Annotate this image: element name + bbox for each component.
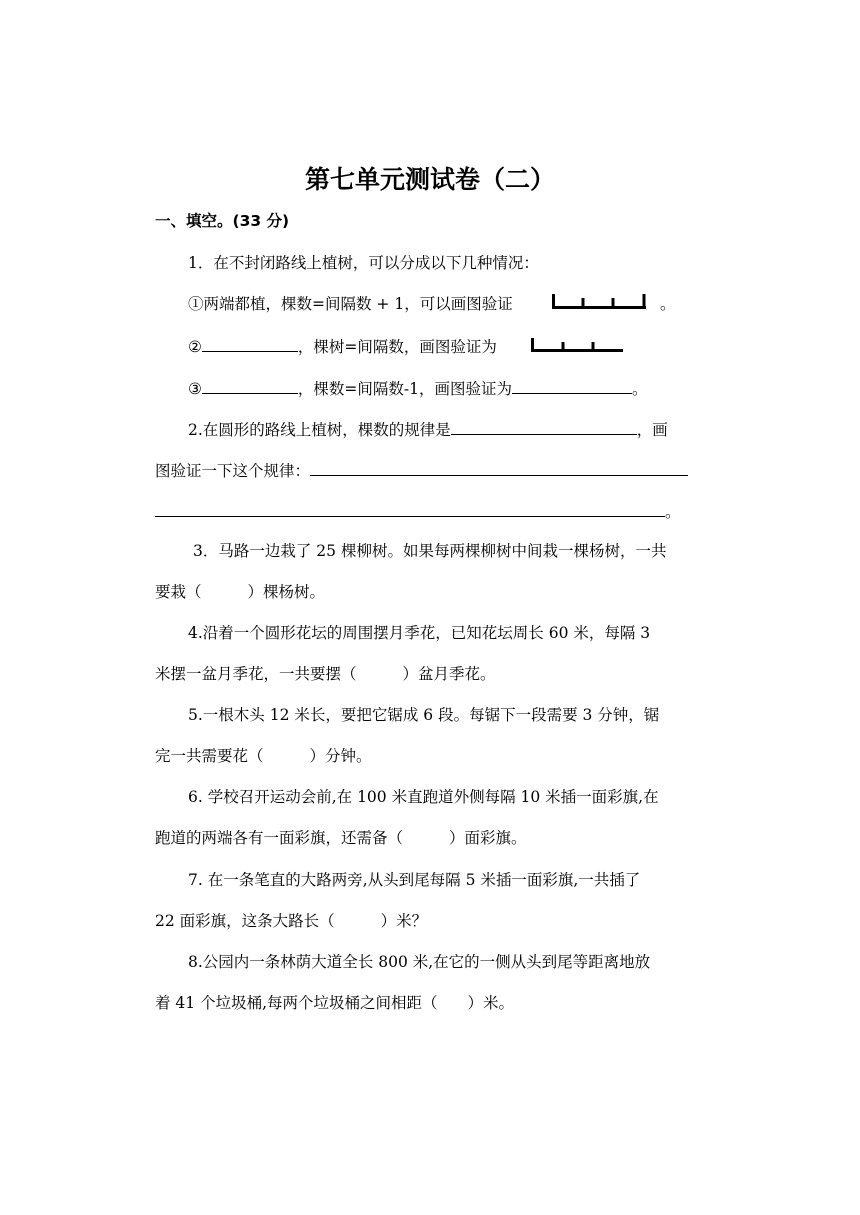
q1-case3-diagram-blank[interactable] (512, 377, 632, 394)
q1-case1-text: ①两端都植，棵数=间隔数 + 1，可以画图验证 (188, 295, 513, 313)
q2-diagram-blank-2[interactable] (155, 500, 665, 517)
q7-line2 (155, 911, 427, 931)
q8-text-b: ）米。 (467, 994, 515, 1012)
q5-text-a: 完一共需要花（ (155, 747, 264, 765)
q4-line1: 4.沿着一个圆形花坛的周围摆月季花，已知花坛周长 60 米，每隔 3 (188, 624, 651, 642)
q1-case1 (188, 294, 513, 314)
q8-line2 (155, 993, 514, 1013)
q8-line1: 8.公园内一条林荫大道全长 800 米,在它的一侧从头到尾等距离地放 (188, 953, 651, 971)
q8-text-a: 着 41 个垃圾桶,每两个垃圾桶之间相距（ (155, 994, 438, 1012)
q2-text-end: ，画 (636, 421, 668, 439)
q6-text-b: ）面彩旗。 (449, 829, 527, 847)
q1-case3-blank[interactable] (202, 377, 298, 394)
q2-rule-blank[interactable] (451, 418, 637, 435)
q2-line2-text: 图验证一下这个规律： (155, 462, 311, 480)
q1-case3-end: 。 (632, 380, 648, 398)
q2-line3 (155, 500, 681, 522)
q3-text-b: ）棵杨树。 (247, 583, 326, 601)
tree-diagram-both-ends (552, 292, 646, 310)
q6-line2 (155, 828, 527, 848)
q7-text-a: 22 面彩旗，这条大路长（ (155, 912, 335, 930)
q2-line3-end: 。 (665, 503, 681, 521)
q1-case2-text: ，棵树=间隔数，画图验证为 (297, 338, 497, 356)
q1-case3 (188, 377, 648, 399)
tree-diagram-one-end (531, 336, 623, 353)
q7-text-b: ）米？ (380, 912, 428, 930)
q3-line2 (155, 582, 325, 602)
q4-line2 (155, 664, 496, 684)
q4-text-a: 米摆一盆月季花，一共要摆（ (155, 665, 357, 683)
q1-case3-prefix: ③ (188, 380, 202, 398)
q5-text-b: ）分钟。 (309, 747, 372, 765)
q1-case1-end: 。 (660, 295, 676, 313)
q1-stem: 1．在不封闭路线上植树，可以分成以下几种情况： (188, 254, 539, 272)
q2-diagram-blank-1[interactable] (310, 459, 688, 476)
q2-line1 (188, 418, 668, 440)
q4-text-b: ）盆月季花。 (402, 665, 496, 683)
q3-text-a: 要栽（ (155, 583, 202, 601)
section-heading: 一、填空。(33 分) (155, 212, 290, 230)
q6-line1: 6. 学校召开运动会前,在 100 米直跑道外侧每隔 10 米插一面彩旗,在 (188, 788, 659, 806)
q6-text-a: 跑道的两端各有一面彩旗，还需备（ (155, 829, 404, 847)
q1-case2 (188, 335, 497, 357)
q2-text: 2.在圆形的路线上植树，棵数的规律是 (188, 421, 451, 439)
q5-line1: 5.一根木头 12 米长，要把它锯成 6 段。每锯下一段需要 3 分钟，锯 (188, 706, 660, 724)
q2-line2 (155, 459, 688, 481)
q1-case3-text: ，棵数=间隔数-1，画图验证为 (297, 380, 512, 398)
q3-line1: 3．马路一边栽了 25 棵柳树。如果每两棵柳树中间栽一棵杨树，一共 (193, 542, 667, 560)
q5-line2 (155, 746, 372, 766)
q1-case2-prefix: ② (188, 338, 202, 356)
page-title: 第七单元测试卷（二） (304, 165, 555, 194)
q7-line1: 7. 在一条笔直的大路两旁,从头到尾每隔 5 米插一面彩旗,一共插了 (188, 871, 641, 889)
q1-case2-blank[interactable] (202, 335, 298, 352)
